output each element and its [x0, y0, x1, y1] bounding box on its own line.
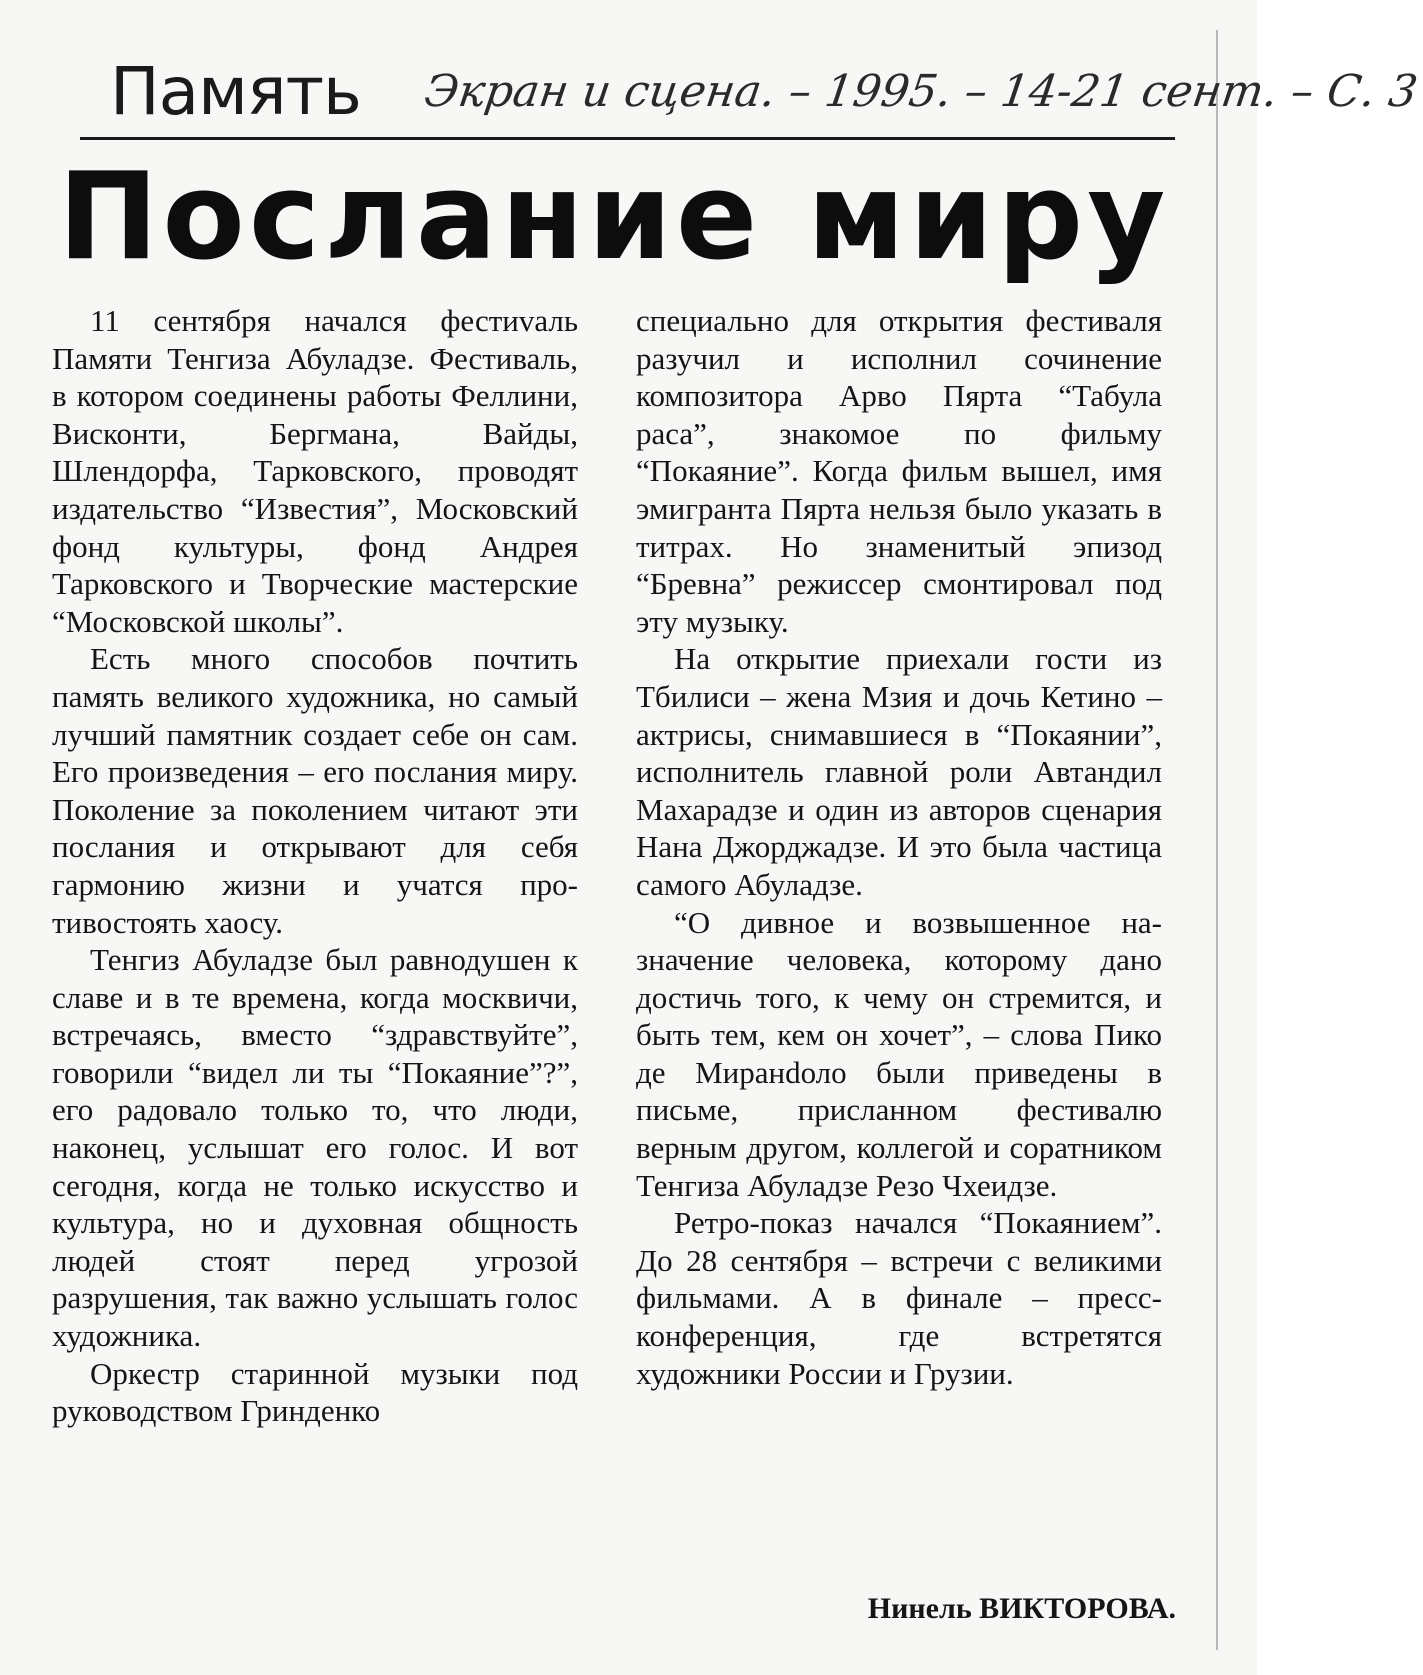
author-signature: Нинель ВИКТОРОВА.	[867, 1592, 1176, 1625]
scan-edge-line	[1216, 30, 1218, 1650]
rubric-row	[110, 44, 1421, 140]
paragraph: Ретро-показ начался “Покаянием”. До 28 сентября – встречи с великими фильмами. А в финале – пресс-конференция, где встретятся художники России и Грузии.	[636, 1205, 1162, 1391]
paragraph: “О дивное и возвышенное назначение человека, которому дано достичь того, к чему он стремится, и быть тем, кем он хочет”, – слова Пико де Миранdоло были приведены в письме, присланном фестивалю верным другом, коллегой и соратником Тенгиза Абуладзе Резо Чхеидзе.	[636, 904, 1162, 1203]
rubric-underline	[80, 137, 1175, 140]
article-headline: Послание миру	[58, 148, 1170, 287]
paragraph: Оркестр старинной музыки под руководством Гринденко	[52, 1355, 578, 1429]
paragraph: На открытие приехали гости из Тбилиси – жена Мзия и дочь Кетино – актрисы, снимавшиеся в “Покаянии”, исполнитель главной роли Автандил Махарадзе и один из авторов сценария Нана Джорджадзе. И это была частица самого Абуладзе.	[636, 641, 1162, 902]
paragraph: Тенгиз Абуладзе был равнодушен к славе и в те времена, когда москвичи, встречаясь, вместо “здравствуйте”, говорили “видел ли ты “Покаяние”?”, его радовало только то, что люди, наконец, услышат его голос. И вот сегодня, когда не только искусство и культура, но и духовная общность людей стоят перед угрозой разрушения, так важно услышать голос художника.	[52, 942, 578, 1354]
paragraph: Есть много способов почтить память великого художника, но самый лучший памятник создает себе он сам. Его произведения – его послания миру. Поколение за поколением читают эти послания и открывают для себя гармонию жизни и учатся противостоять хаосу.	[52, 641, 578, 940]
rubric-label: Память	[110, 53, 361, 130]
paragraph: 11 сентября начался фестиvаль Памяти Тенгиза Абуладзе. Фестиваль, в котором соединены работы Феллини, Висконти, Бергмана, Вайды, Шлендорфа, Тарковского, проводят издательство “Известия”, Московский фонд культуры, фонд Андрея Тарковского и Творческие мастерские “Московской школы”.	[52, 303, 578, 639]
article-column-right	[636, 302, 1162, 1392]
handwritten-source-note: Экран и сцена. – 1995. – 14-21 сент. – С. 3	[421, 66, 1421, 117]
paragraph: специально для открытия фестиваля разучил и исполнил сочинение композитора Арво Пярта “Табула раса”, знакомое по фильму “Покаяние”. Когда фильм вышел, имя эмигранта Пярта нельзя было указать в титрах. Но знаменитый эпизод “Бревна” режиссер смонтировал под эту музыку.	[636, 303, 1162, 639]
article-column-left	[52, 302, 578, 1430]
